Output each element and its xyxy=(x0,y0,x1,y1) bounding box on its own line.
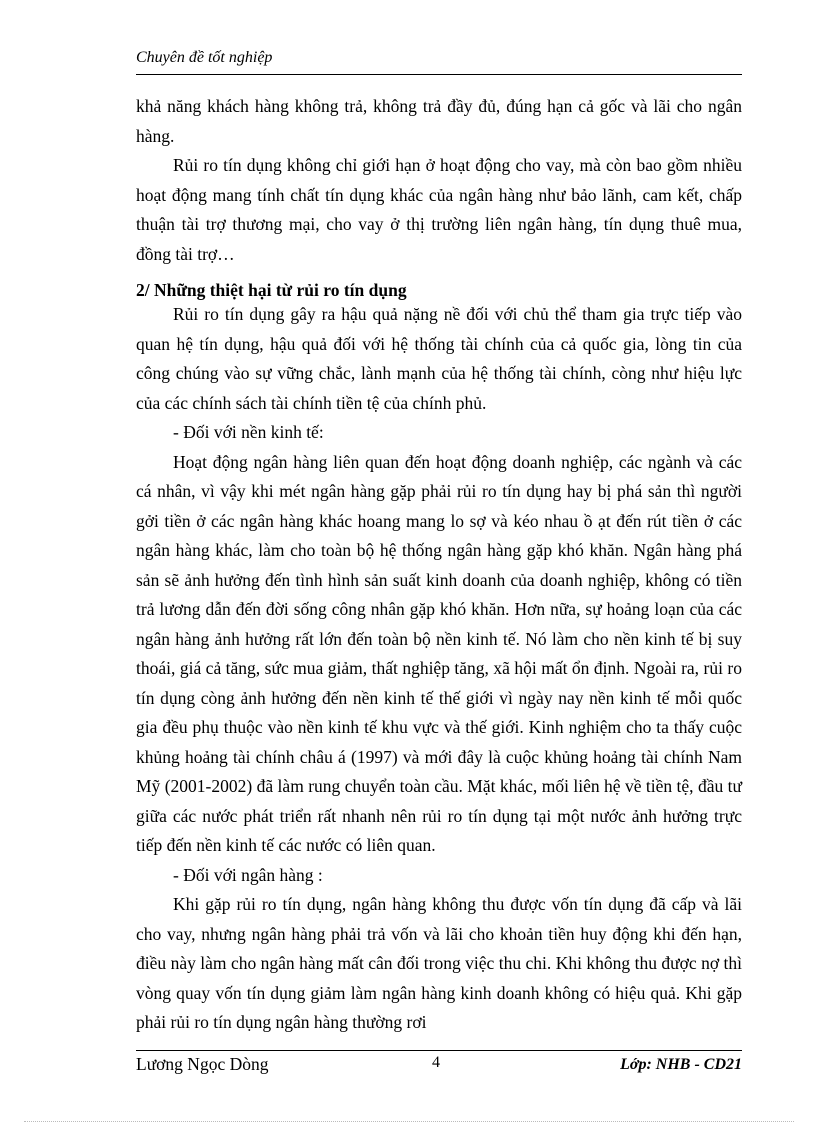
section-heading: 2/ Những thiệt hại từ rủi ro tín dụng xyxy=(136,280,407,300)
footer-author: Lương Ngọc Dòng xyxy=(136,1054,269,1074)
page-footer xyxy=(136,1050,742,1091)
paragraph-continuation: khả năng khách hàng không trả, không trả đầy đủ, đúng hạn cả gốc và lãi cho ngân hàng. xyxy=(136,96,742,146)
paragraph-bank-impact: Khi gặp rủi ro tín dụng, ngân hàng không thu được vốn tín dụng đã cấp và lãi cho vay, nhưng ngân hàng phải trả vốn và lãi cho khoản tiền huy động khi đến hạn, điều này làm cho ngân hàng mất cân đối trong việc thu chi. Khi không thu được nợ thì vòng quay vốn tín dụng giảm làm ngân hàng kinh doanh không có hiệu quả. Khi gặp phải rủi ro tín dụng ngân hàng thường rơi xyxy=(136,894,742,1032)
paragraph-consequences: Rủi ro tín dụng gây ra hậu quả nặng nề đối với chủ thể tham gia trực tiếp vào quan hệ tín dụng, hậu quả đối với hệ thống tài chính của cả quốc gia, lòng tin của công chúng vào sự vững chắc, lành mạnh của hệ thống tài chính, còng như hiệu lực của các chính sách tài chính tiền tệ của chính phủ. xyxy=(136,304,742,413)
footer-class-label: Lớp: NHB - CD21 xyxy=(620,1056,742,1073)
page-bottom-divider xyxy=(24,1121,794,1122)
bullet-economy: - Đối với nền kinh tế: xyxy=(173,422,324,442)
paragraph-economy-impact: Hoạt động ngân hàng liên quan đến hoạt động doanh nghiệp, các ngành và các cá nhân, vì vậy khi mét ngân hàng gặp phải rủi ro tín dụng hay bị phá sản thì người gởi tiền ở các ngân hàng khác hoang mang lo sợ và kéo nhau ồ ạt đến rút tiền ở các ngân hàng khác, làm cho toàn bộ hệ thống ngân hàng gặp khó khăn. Ngân hàng phá sản sẽ ảnh hưởng đến tình hình sản suất kinh doanh của doanh nghiệp, không có tiền trả lương dẫn đến đời sống công nhân gặp khó khăn. Hơn nữa, sự hoảng loạn của các ngân hàng ảnh hưởng rất lớn đến toàn bộ nền kinh tế. Nó làm cho nền kinh tế bị suy thoái, giá cả tăng, sức mua giảm, thất nghiệp tăng, xã hội mất ổn định. Ngoài ra, rủi ro tín dụng còng ảnh hưởng đến nền kinh tế thế giới vì ngày nay nền kinh tế mỗi quốc gia đều phụ thuộc vào nền kinh tế khu vực và thế giới. Kinh nghiệm cho ta thấy cuộc khủng hoảng tài chính châu á (1997) và mới đây là cuộc khủng hoảng tài chính Nam Mỹ (2001-2002) đã làm rung chuyển toàn cầu. Mặt khác, mối liên hệ về tiền tệ, đầu tư giữa các nước phát triển rất nhanh nên rủi ro tín dụng tại một nước ảnh hưởng trực tiếp đến nền kinh tế các nước có liên quan. xyxy=(136,451,742,855)
page-body xyxy=(136,92,742,1038)
page-number: 4 xyxy=(432,1054,440,1071)
header-title: Chuyên đề tốt nghiệp xyxy=(136,49,273,66)
page-header xyxy=(136,48,742,75)
bullet-bank: - Đối với ngân hàng : xyxy=(173,864,323,885)
paragraph-credit-risk-scope: Rủi ro tín dụng không chỉ giới hạn ở hoạt động cho vay, mà còn bao gồm nhiều hoạt động mang tính chất tín dụng khác của ngân hàng như bảo lãnh, cam kết, chấp thuận tài trợ thương mại, cho vay ở thị trường liên ngân hàng, tín dụng thuê mua, đồng tài trợ… xyxy=(136,155,742,264)
